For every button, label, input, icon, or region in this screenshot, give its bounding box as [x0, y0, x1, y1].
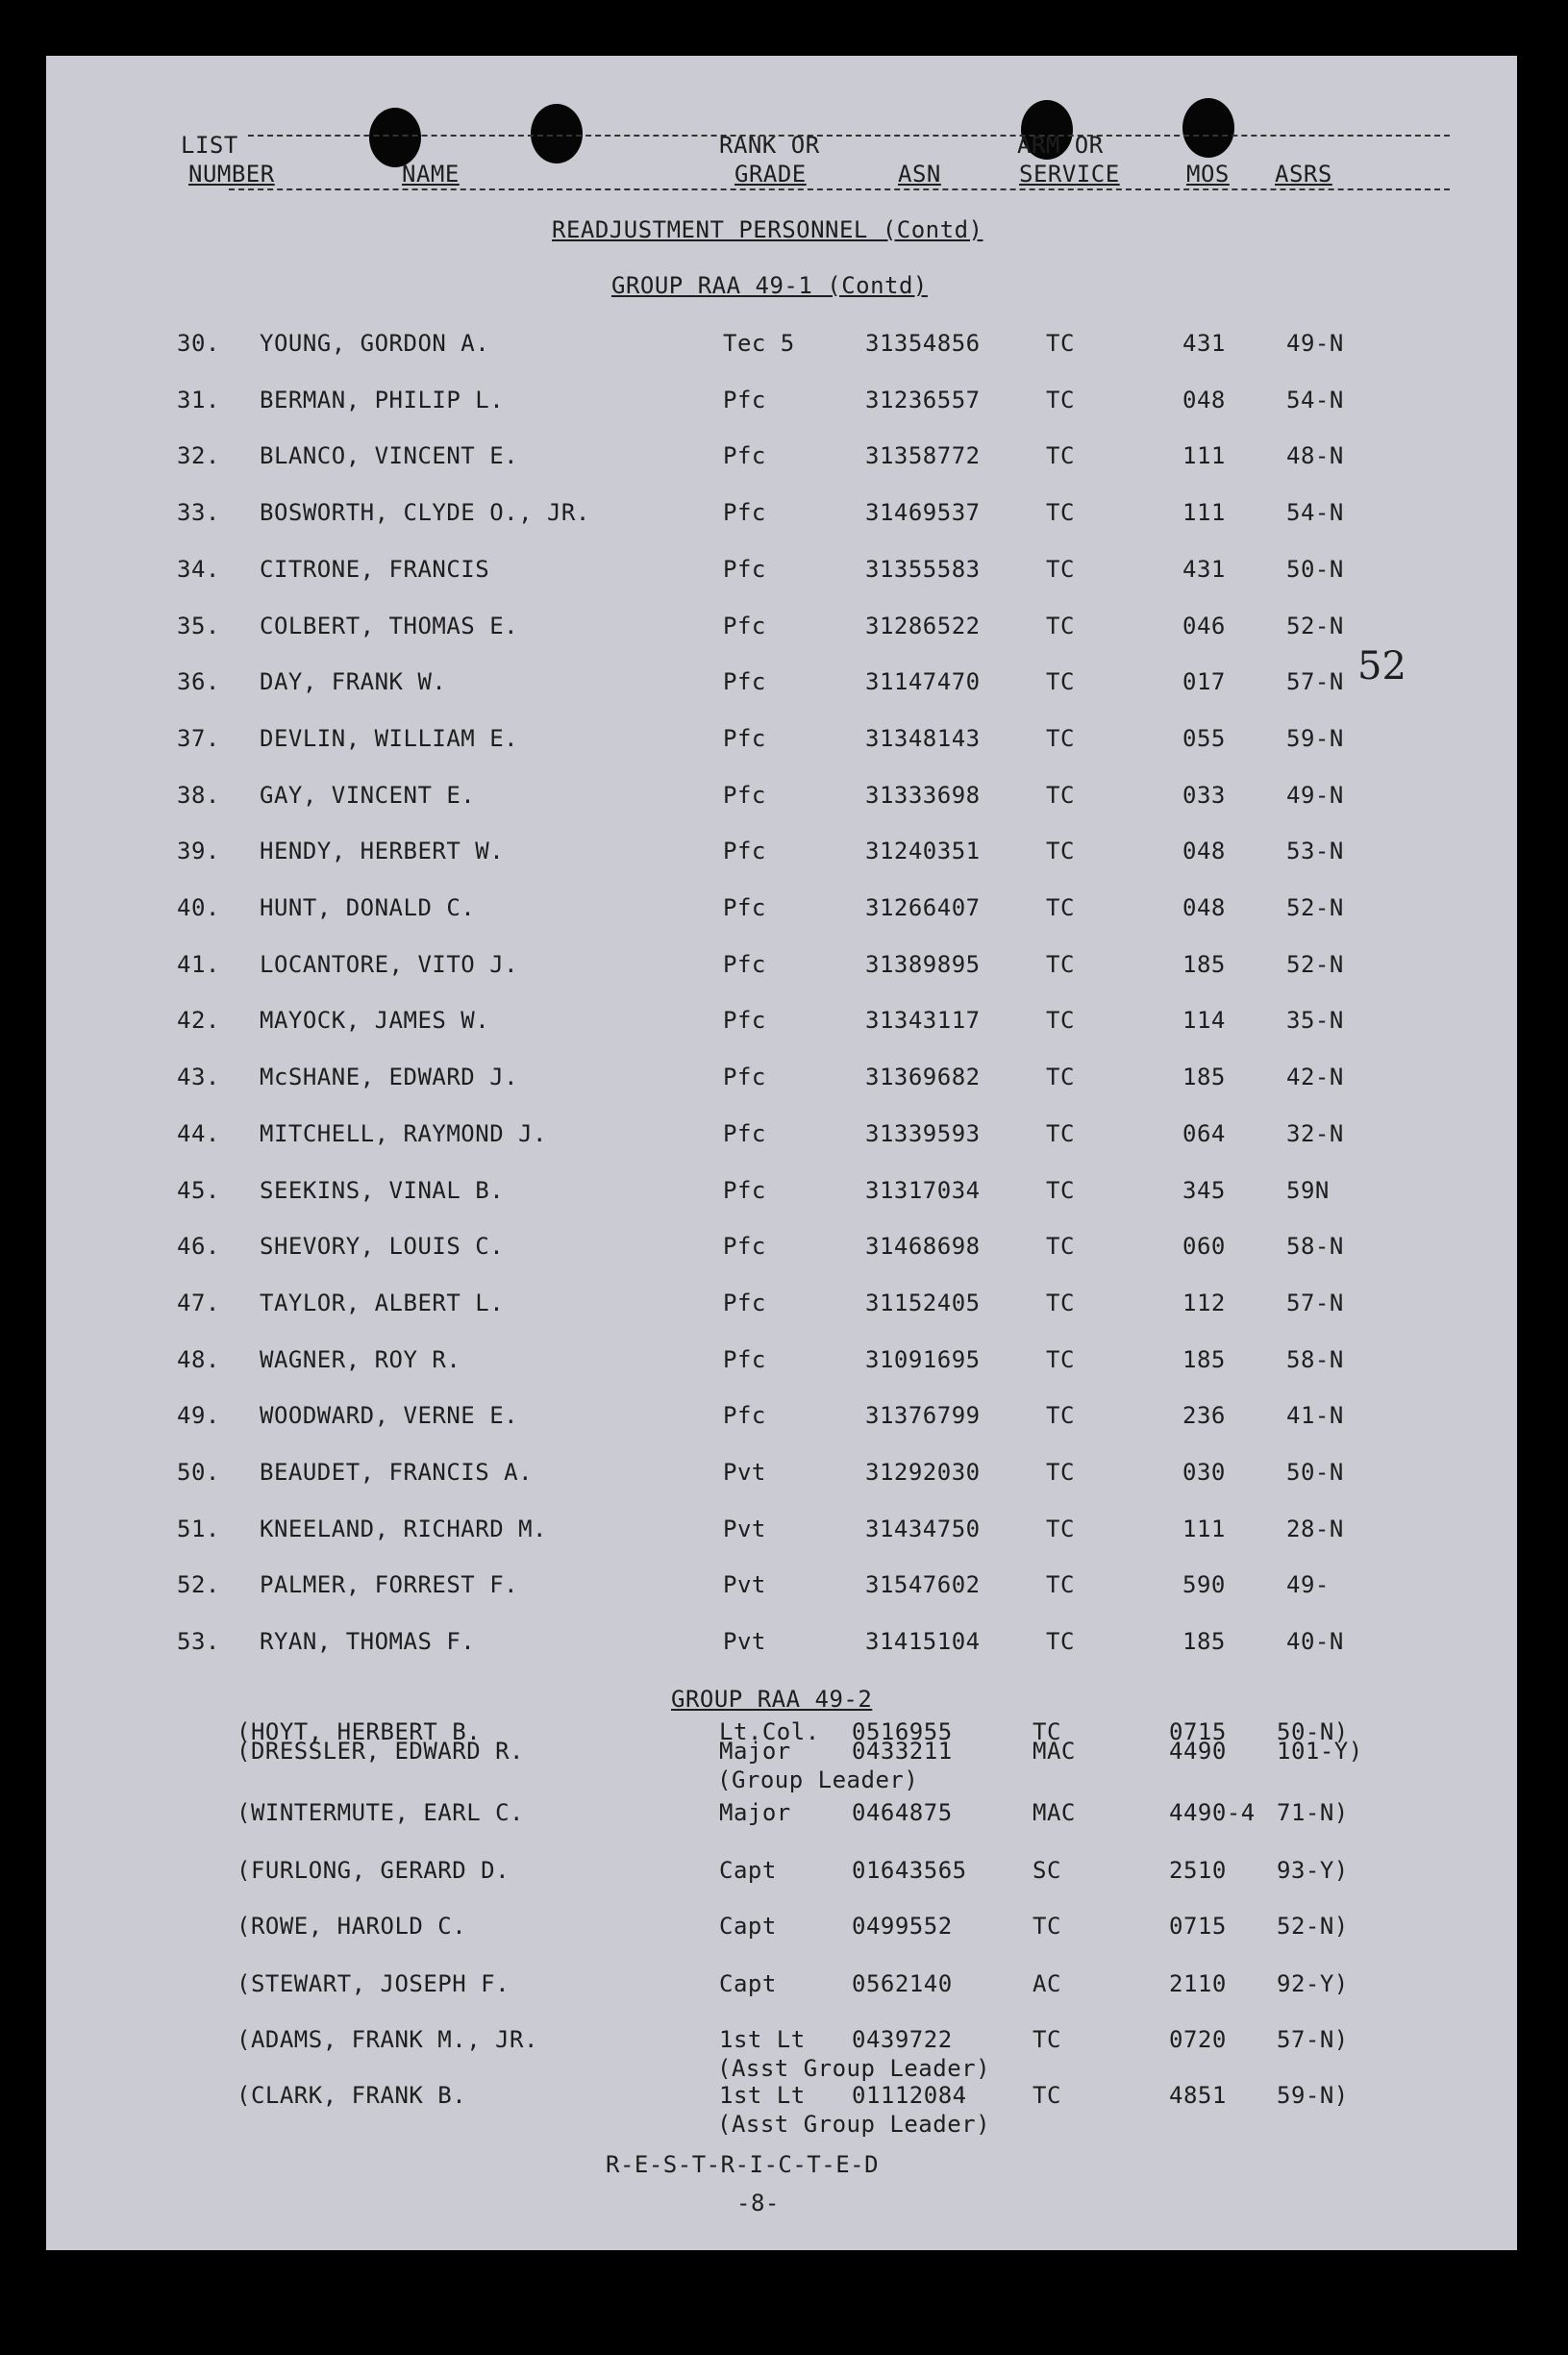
footer-page-number: -8- [736, 2190, 780, 2217]
mos-cell: 345 [1182, 1176, 1226, 1204]
name-cell: DAY, FRANK W. [260, 668, 447, 696]
rank-cell: Pfc [723, 1064, 766, 1091]
mos-cell: 111 [1182, 442, 1226, 470]
rank-cell: Pfc [723, 838, 766, 865]
mos-cell: 060 [1182, 1233, 1226, 1261]
asrs-cell: 50-N [1286, 1459, 1344, 1486]
rank-cell: Pfc [723, 950, 766, 978]
list-number-cell: 36. [177, 668, 220, 696]
asrs-cell: 35-N [1286, 1007, 1344, 1035]
asrs-cell: 58-N [1286, 1345, 1344, 1373]
rank-cell: Capt [719, 1970, 777, 1997]
list-number-cell: 39. [177, 838, 220, 865]
list-number-cell: 52. [177, 1571, 220, 1599]
rank-cell: Pvt [723, 1459, 766, 1486]
group2-title: GROUP RAA 49-2 [671, 1686, 873, 1713]
rank-cell: Tec 5 [723, 330, 795, 357]
asn-cell: 0562140 [852, 1970, 953, 1997]
service-cell: TC [1046, 950, 1075, 978]
list-number-cell: 49. [177, 1402, 220, 1430]
header-name: NAME [402, 161, 460, 188]
mos-cell: 033 [1182, 781, 1226, 809]
name-cell: LOCANTORE, VITO J. [260, 950, 519, 978]
asn-cell: 31348143 [865, 724, 981, 752]
mos-cell: 030 [1182, 1459, 1226, 1486]
service-cell: TC [1033, 1913, 1061, 1940]
service-cell: TC [1046, 781, 1075, 809]
asn-cell: 31389895 [865, 950, 981, 978]
service-cell: TC [1046, 1571, 1075, 1599]
rank-cell: Pfc [723, 1176, 766, 1204]
list-number-cell: 31. [177, 386, 220, 413]
rank-cell: Pfc [723, 1007, 766, 1035]
header-arm-1: ARM OR [1017, 132, 1104, 159]
asrs-cell: 59-N [1286, 724, 1344, 752]
asn-cell: 31468698 [865, 1233, 981, 1261]
name-cell: CITRONE, FRANCIS [260, 555, 490, 583]
asrs-cell: 49- [1286, 1571, 1330, 1599]
asn-cell: 31343117 [865, 1007, 981, 1035]
asn-cell: 31292030 [865, 1459, 981, 1486]
asn-cell: 31240351 [865, 838, 981, 865]
header-rank-1: RANK OR [719, 132, 820, 159]
list-number-cell: 32. [177, 442, 220, 470]
name-cell: (CLARK, FRANK B. [236, 2082, 467, 2109]
rank-cell: Pfc [723, 612, 766, 639]
rank-cell: Major [719, 1738, 791, 1765]
name-cell: SHEVORY, LOUIS C. [260, 1233, 505, 1261]
name-cell: RYAN, THOMAS F. [260, 1628, 476, 1656]
asrs-cell: 101-Y) [1277, 1738, 1363, 1765]
asrs-cell: 41-N [1286, 1402, 1344, 1430]
role-note: (Group Leader) [717, 1766, 919, 1793]
service-cell: TC [1046, 499, 1075, 527]
service-cell: TC [1033, 2026, 1061, 2053]
list-number-cell: 35. [177, 612, 220, 639]
role-note: (Asst Group Leader) [717, 2055, 991, 2082]
asn-cell: 01112084 [852, 2082, 967, 2109]
mos-cell: 431 [1182, 555, 1226, 583]
name-cell: DEVLIN, WILLIAM E. [260, 724, 519, 752]
header-mos: MOS [1186, 161, 1230, 188]
mos-cell: 431 [1182, 330, 1226, 357]
name-cell: YOUNG, GORDON A. [260, 330, 490, 357]
name-cell: PALMER, FORREST F. [260, 1571, 519, 1599]
asrs-cell: 48-N [1286, 442, 1344, 470]
list-number-cell: 47. [177, 1289, 220, 1316]
asrs-cell: 52-N) [1277, 1913, 1349, 1940]
asn-cell: 31469537 [865, 499, 981, 527]
mos-cell: 0715 [1169, 1913, 1227, 1940]
service-cell: MAC [1033, 1799, 1076, 1826]
name-cell: (ROWE, HAROLD C. [236, 1913, 467, 1940]
footer-restricted: R-E-S-T-R-I-C-T-E-D [606, 2151, 880, 2178]
header-dash-line [229, 188, 1450, 190]
mos-cell: 185 [1182, 1064, 1226, 1091]
name-cell: TAYLOR, ALBERT L. [260, 1289, 505, 1316]
asrs-cell: 52-N [1286, 950, 1344, 978]
name-cell: BOSWORTH, CLYDE O., JR. [260, 499, 590, 527]
name-cell: HUNT, DONALD C. [260, 894, 476, 921]
asn-cell: 0433211 [852, 1738, 953, 1765]
margin-page-number: 52 [1357, 644, 1406, 689]
rank-cell: Pvt [723, 1628, 766, 1656]
asn-cell: 0464875 [852, 1799, 953, 1826]
list-number-cell: 38. [177, 781, 220, 809]
asrs-cell: 59-N) [1277, 2082, 1349, 2109]
header-list-number-1: LIST [181, 132, 238, 159]
service-cell: TC [1046, 724, 1075, 752]
rank-cell: Pvt [723, 1571, 766, 1599]
name-cell: KNEELAND, RICHARD M. [260, 1515, 547, 1542]
rank-cell: Capt [719, 1913, 777, 1940]
name-cell: WOODWARD, VERNE E. [260, 1402, 519, 1430]
asrs-cell: 57-N [1286, 1289, 1344, 1316]
name-cell: McSHANE, EDWARD J. [260, 1064, 519, 1091]
mos-cell: 0720 [1169, 2026, 1227, 2053]
list-number-cell: 48. [177, 1345, 220, 1373]
service-cell: TC [1046, 1345, 1075, 1373]
asn-cell: 01643565 [852, 1857, 967, 1884]
name-cell: SEEKINS, VINAL B. [260, 1176, 505, 1204]
name-cell: (STEWART, JOSEPH F. [236, 1970, 510, 1997]
list-number-cell: 51. [177, 1515, 220, 1542]
asn-cell: 31376799 [865, 1402, 981, 1430]
document-page [46, 56, 1517, 2250]
service-cell: TC [1046, 386, 1075, 413]
asn-cell: 31339593 [865, 1119, 981, 1147]
asrs-cell: 50-N [1286, 555, 1344, 583]
header-asn: ASN [898, 161, 941, 188]
name-cell: HENDY, HERBERT W. [260, 838, 505, 865]
service-cell: TC [1046, 1233, 1075, 1261]
service-cell: TC [1046, 838, 1075, 865]
mos-cell: 064 [1182, 1119, 1226, 1147]
asrs-cell: 53-N [1286, 838, 1344, 865]
name-cell: MAYOCK, JAMES W. [260, 1007, 490, 1035]
asrs-cell: 49-N [1286, 781, 1344, 809]
list-number-cell: 34. [177, 555, 220, 583]
asn-cell: 31317034 [865, 1176, 981, 1204]
mos-cell: 046 [1182, 612, 1226, 639]
rank-cell: Pfc [723, 894, 766, 921]
header-dash-line [248, 135, 1450, 137]
asrs-cell: 52-N [1286, 894, 1344, 921]
asn-cell: 31152405 [865, 1289, 981, 1316]
list-number-cell: 44. [177, 1119, 220, 1147]
service-cell: SC [1033, 1857, 1061, 1884]
service-cell: TC [1046, 1515, 1075, 1542]
asrs-cell: 54-N [1286, 499, 1344, 527]
asrs-cell: 92-Y) [1277, 1970, 1349, 1997]
name-cell: (DRESSLER, EDWARD R. [236, 1738, 524, 1765]
header-list-number-2: NUMBER [188, 161, 275, 188]
mos-cell: 4490-4 [1169, 1799, 1256, 1826]
asn-cell: 31355583 [865, 555, 981, 583]
punch-hole [369, 108, 421, 167]
service-cell: TC [1046, 1064, 1075, 1091]
service-cell: TC [1046, 442, 1075, 470]
rank-cell: Pfc [723, 1345, 766, 1373]
asn-cell: 31358772 [865, 442, 981, 470]
mos-cell: 2510 [1169, 1857, 1227, 1884]
list-number-cell: 33. [177, 499, 220, 527]
service-cell: TC [1046, 1119, 1075, 1147]
mos-cell: 048 [1182, 838, 1226, 865]
name-cell: BERMAN, PHILIP L. [260, 386, 505, 413]
asn-cell: 31333698 [865, 781, 981, 809]
rank-cell: Pfc [723, 386, 766, 413]
service-cell: TC [1046, 1402, 1075, 1430]
service-cell: TC [1033, 2082, 1061, 2109]
mos-cell: 0715 [1169, 1718, 1227, 1745]
list-number-cell: 46. [177, 1233, 220, 1261]
mos-cell: 2110 [1169, 1970, 1227, 1997]
mos-cell: 236 [1182, 1402, 1226, 1430]
asrs-cell: 49-N [1286, 330, 1344, 357]
punch-hole [531, 104, 583, 163]
service-cell: TC [1046, 894, 1075, 921]
list-number-cell: 41. [177, 950, 220, 978]
mos-cell: 185 [1182, 1628, 1226, 1656]
list-number-cell: 42. [177, 1007, 220, 1035]
rank-cell: Pfc [723, 1119, 766, 1147]
mos-cell: 112 [1182, 1289, 1226, 1316]
mos-cell: 590 [1182, 1571, 1226, 1599]
rank-cell: Pfc [723, 724, 766, 752]
group1-title: GROUP RAA 49-1 (Contd) [611, 272, 928, 299]
asn-cell: 31415104 [865, 1628, 981, 1656]
asrs-cell: 50-N) [1277, 1718, 1349, 1745]
asrs-cell: 54-N [1286, 386, 1344, 413]
mos-cell: 114 [1182, 1007, 1226, 1035]
name-cell: (HOYT, HERBERT B. [236, 1718, 482, 1745]
role-note: (Asst Group Leader) [717, 2111, 991, 2138]
asrs-cell: 42-N [1286, 1064, 1344, 1091]
rank-cell: Major [719, 1799, 791, 1826]
rank-cell: Lt.Col. [719, 1718, 820, 1745]
name-cell: GAY, VINCENT E. [260, 781, 476, 809]
mos-cell: 048 [1182, 894, 1226, 921]
service-cell: TC [1046, 1007, 1075, 1035]
list-number-cell: 30. [177, 330, 220, 357]
service-cell: TC [1046, 1176, 1075, 1204]
list-number-cell: 40. [177, 894, 220, 921]
mos-cell: 111 [1182, 499, 1226, 527]
list-number-cell: 50. [177, 1459, 220, 1486]
name-cell: (ADAMS, FRANK M., JR. [236, 2026, 538, 2053]
rank-cell: 1st Lt [719, 2026, 806, 2053]
header-rank-2: GRADE [734, 161, 807, 188]
name-cell: WAGNER, ROY R. [260, 1345, 461, 1373]
rank-cell: Pfc [723, 781, 766, 809]
punch-hole [1182, 98, 1234, 158]
rank-cell: 1st Lt [719, 2082, 806, 2109]
name-cell: COLBERT, THOMAS E. [260, 612, 519, 639]
asn-cell: 31236557 [865, 386, 981, 413]
asrs-cell: 58-N [1286, 1233, 1344, 1261]
name-cell: MITCHELL, RAYMOND J. [260, 1119, 547, 1147]
rank-cell: Pfc [723, 1402, 766, 1430]
service-cell: TC [1046, 1628, 1075, 1656]
mos-cell: 185 [1182, 1345, 1226, 1373]
asn-cell: 31147470 [865, 668, 981, 696]
mos-cell: 055 [1182, 724, 1226, 752]
mos-cell: 185 [1182, 950, 1226, 978]
asn-cell: 31354856 [865, 330, 981, 357]
service-cell: TC [1046, 668, 1075, 696]
service-cell: TC [1046, 612, 1075, 639]
rank-cell: Pfc [723, 442, 766, 470]
list-number-cell: 53. [177, 1628, 220, 1656]
mos-cell: 048 [1182, 386, 1226, 413]
rank-cell: Pfc [723, 555, 766, 583]
list-number-cell: 43. [177, 1064, 220, 1091]
asn-cell: 31286522 [865, 612, 981, 639]
header-asrs: ASRS [1275, 161, 1332, 188]
asrs-cell: 28-N [1286, 1515, 1344, 1542]
name-cell: (FURLONG, GERARD D. [236, 1857, 510, 1884]
mos-cell: 017 [1182, 668, 1226, 696]
asrs-cell: 57-N) [1277, 2026, 1349, 2053]
asn-cell: 31547602 [865, 1571, 981, 1599]
rank-cell: Pfc [723, 1289, 766, 1316]
name-cell: BLANCO, VINCENT E. [260, 442, 519, 470]
rank-cell: Pfc [723, 499, 766, 527]
service-cell: AC [1033, 1970, 1061, 1997]
mos-cell: 4851 [1169, 2082, 1227, 2109]
asn-cell: 31091695 [865, 1345, 981, 1373]
asn-cell: 31266407 [865, 894, 981, 921]
service-cell: TC [1046, 1459, 1075, 1486]
name-cell: (WINTERMUTE, EARL C. [236, 1799, 524, 1826]
asrs-cell: 59N [1286, 1176, 1330, 1204]
asrs-cell: 71-N) [1277, 1799, 1349, 1826]
asrs-cell: 40-N [1286, 1628, 1344, 1656]
mos-cell: 4490 [1169, 1738, 1227, 1765]
service-cell: TC [1033, 1718, 1061, 1745]
service-cell: MAC [1033, 1738, 1076, 1765]
asrs-cell: 52-N [1286, 612, 1344, 639]
rank-cell: Capt [719, 1857, 777, 1884]
asn-cell: 31434750 [865, 1515, 981, 1542]
section-title: READJUSTMENT PERSONNEL (Contd) [552, 216, 983, 243]
name-cell: BEAUDET, FRANCIS A. [260, 1459, 534, 1486]
service-cell: TC [1046, 330, 1075, 357]
list-number-cell: 45. [177, 1176, 220, 1204]
rank-cell: Pfc [723, 668, 766, 696]
rank-cell: Pfc [723, 1233, 766, 1261]
rank-cell: Pvt [723, 1515, 766, 1542]
header-arm-2: SERVICE [1019, 161, 1120, 188]
asrs-cell: 32-N [1286, 1119, 1344, 1147]
asn-cell: 0439722 [852, 2026, 953, 2053]
asn-cell: 0499552 [852, 1913, 953, 1940]
asn-cell: 31369682 [865, 1064, 981, 1091]
asrs-cell: 57-N [1286, 668, 1344, 696]
asrs-cell: 93-Y) [1277, 1857, 1349, 1884]
service-cell: TC [1046, 1289, 1075, 1316]
mos-cell: 111 [1182, 1515, 1226, 1542]
list-number-cell: 37. [177, 724, 220, 752]
service-cell: TC [1046, 555, 1075, 583]
asn-cell: 0516955 [852, 1718, 953, 1745]
